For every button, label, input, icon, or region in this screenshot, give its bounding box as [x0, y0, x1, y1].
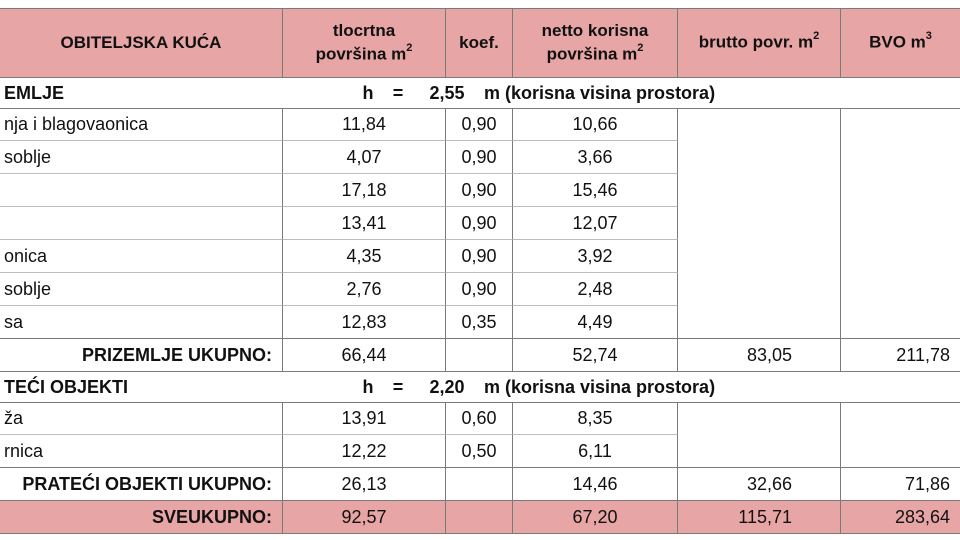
auxiliary-gross-merged	[678, 402, 841, 468]
header-floor-area-line1: tlocrtna	[332, 20, 396, 40]
ground-floor-bvo-merged	[841, 108, 960, 339]
room-net-area: 3,92	[513, 240, 678, 273]
grand-total-coef	[446, 501, 513, 534]
section-auxiliary-h-value: 2,20	[429, 376, 465, 397]
section-ground-floor-eq: =	[392, 82, 404, 103]
room-floor-area: 13,91	[283, 402, 446, 435]
header-bvo-label: BVO m	[869, 32, 926, 52]
header-gross-area-label: brutto povr. m	[698, 32, 814, 52]
ground-floor-total-label: PRIZEMLJE UKUPNO:	[0, 339, 283, 372]
section-ground-floor-h-note: m (korisna visina prostora)	[484, 82, 716, 103]
header-floor-area-line2-wrap	[316, 43, 413, 67]
header-net-area-line1: netto korisna	[541, 20, 649, 40]
header-bvo-wrap	[869, 31, 932, 55]
room-coefficient: 0,90	[446, 141, 513, 174]
header-floor-area	[283, 8, 446, 78]
header-house	[0, 8, 283, 78]
room-floor-area: 12,83	[283, 306, 446, 339]
section-auxiliary-eq: =	[392, 376, 404, 397]
section-auxiliary-title: TEĆI OBJEKTI	[4, 376, 129, 397]
ground-floor-total-coef	[446, 339, 513, 372]
auxiliary-total-bvo: 71,86	[841, 468, 960, 501]
room-name: sa	[0, 306, 283, 339]
room-coefficient: 0,90	[446, 207, 513, 240]
grand-total-area: 92,57	[283, 501, 446, 534]
grand-total-gross: 115,71	[678, 501, 841, 534]
header-gross-area-sup: 2	[813, 30, 820, 43]
room-name: ža	[0, 402, 283, 435]
room-name: rnica	[0, 435, 283, 468]
ground-floor-total-net: 52,74	[513, 339, 678, 372]
section-ground-floor-title: EMLJE	[4, 82, 65, 103]
room-floor-area: 13,41	[283, 207, 446, 240]
room-net-area: 4,49	[513, 306, 678, 339]
section-ground-floor-h-label: h	[362, 82, 374, 103]
section-auxiliary-title-row	[0, 372, 960, 403]
room-floor-area: 12,22	[283, 435, 446, 468]
header-house-label: OBITELJSKA KUĆA	[60, 32, 222, 52]
header-gross-area	[678, 8, 841, 78]
grand-total-bvo: 283,64	[841, 501, 960, 534]
room-coefficient: 0,35	[446, 306, 513, 339]
room-coefficient: 0,90	[446, 174, 513, 207]
room-net-area: 15,46	[513, 174, 678, 207]
section-auxiliary-h-note: m (korisna visina prostora)	[484, 376, 716, 397]
header-bvo-sup: 3	[925, 30, 932, 43]
room-net-area: 6,11	[513, 435, 678, 468]
auxiliary-total-net: 14,46	[513, 468, 678, 501]
header-coefficient	[446, 8, 513, 78]
room-name: soblje	[0, 141, 283, 174]
auxiliary-total-gross: 32,66	[678, 468, 841, 501]
section-ground-floor-title-row	[0, 78, 960, 109]
auxiliary-total-row	[0, 468, 960, 501]
header-net-area-line2: površina m	[546, 44, 638, 64]
header-net-area	[513, 8, 678, 78]
ground-floor-total-bvo: 211,78	[841, 339, 960, 372]
ground-floor-total-area: 66,44	[283, 339, 446, 372]
header-gross-area-wrap	[699, 31, 819, 55]
section-ground-floor-h-value: 2,55	[429, 82, 465, 103]
room-name: soblje	[0, 273, 283, 306]
room-net-area: 8,35	[513, 402, 678, 435]
header-net-area-line2-wrap	[547, 43, 644, 67]
grand-total-net: 67,20	[513, 501, 678, 534]
room-floor-area: 4,35	[283, 240, 446, 273]
auxiliary-total-coef	[446, 468, 513, 501]
room-net-area: 12,07	[513, 207, 678, 240]
room-floor-area: 17,18	[283, 174, 446, 207]
room-coefficient: 0,60	[446, 402, 513, 435]
table-header	[0, 8, 960, 78]
header-bvo	[841, 8, 960, 78]
ground-floor-total-gross: 83,05	[678, 339, 841, 372]
room-name	[0, 174, 283, 207]
room-floor-area: 4,07	[283, 141, 446, 174]
room-coefficient: 0,90	[446, 240, 513, 273]
header-coefficient-label: koef.	[459, 32, 499, 52]
room-floor-area: 2,76	[283, 273, 446, 306]
ground-floor-total-row	[0, 339, 960, 372]
room-coefficient: 0,90	[446, 273, 513, 306]
room-net-area: 3,66	[513, 141, 678, 174]
room-coefficient: 0,50	[446, 435, 513, 468]
room-name	[0, 207, 283, 240]
room-floor-area: 11,84	[283, 108, 446, 141]
grand-total-row	[0, 501, 960, 534]
room-coefficient: 0,90	[446, 108, 513, 141]
room-name: nja i blagovaonica	[0, 108, 283, 141]
room-name: onica	[0, 240, 283, 273]
auxiliary-bvo-merged	[841, 402, 960, 468]
ground-floor-gross-merged	[678, 108, 841, 339]
grand-total-label: SVEUKUPNO:	[0, 501, 283, 534]
header-net-area-sup: 2	[637, 41, 644, 54]
room-net-area: 10,66	[513, 108, 678, 141]
section-auxiliary-h-label: h	[362, 376, 374, 397]
room-net-area: 2,48	[513, 273, 678, 306]
header-floor-area-sup: 2	[406, 41, 413, 54]
header-floor-area-line2: površina m	[315, 44, 407, 64]
auxiliary-total-area: 26,13	[283, 468, 446, 501]
auxiliary-total-label: PRATEĆI OBJEKTI UKUPNO:	[0, 468, 283, 501]
